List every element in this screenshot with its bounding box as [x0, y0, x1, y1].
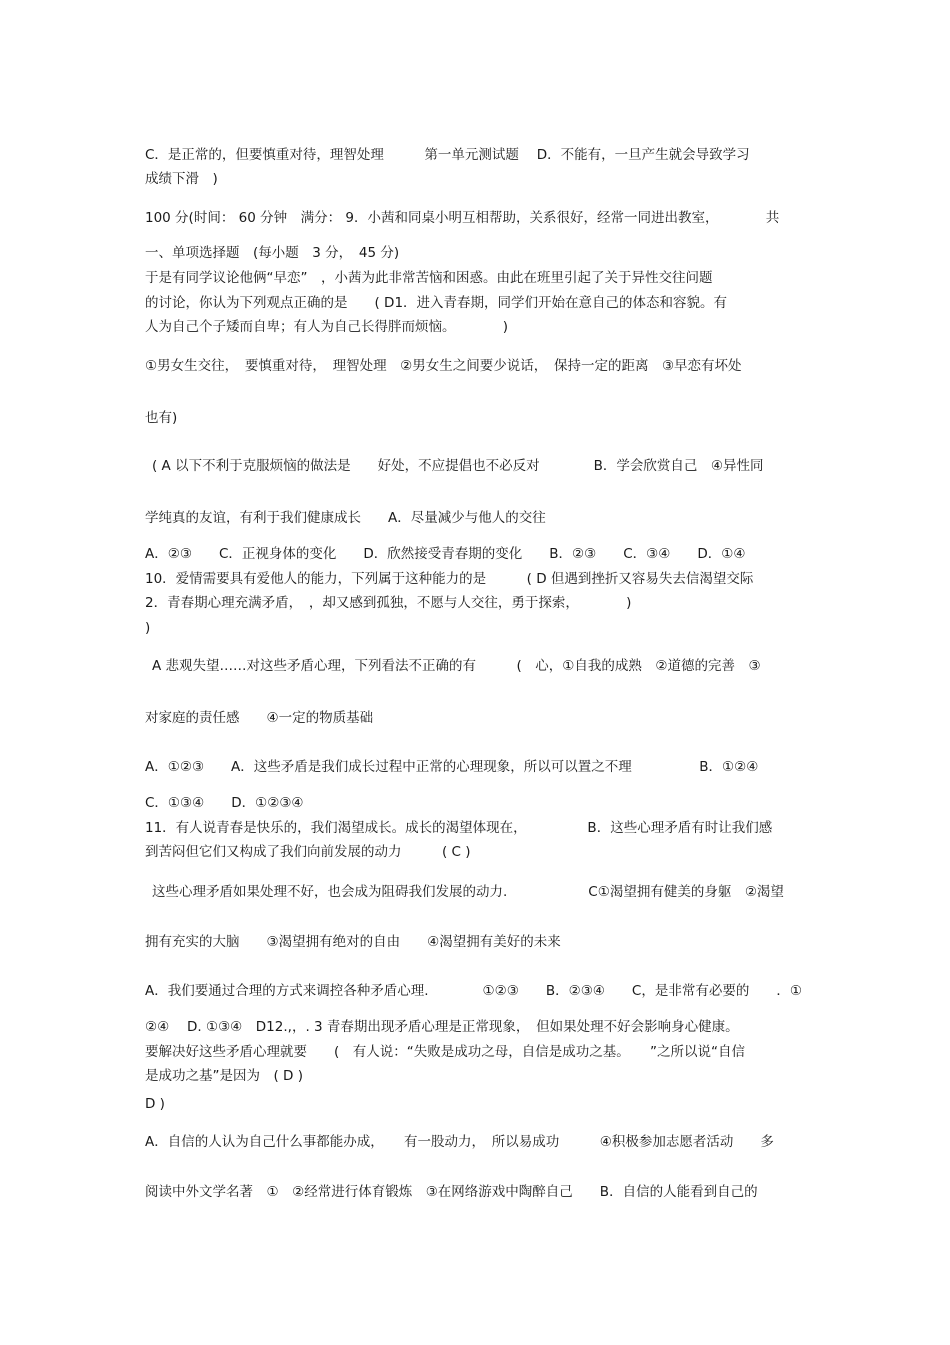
text-line: 于是有同学议论他俩“早恋” ，小茜为此非常苦恼和困惑。由此在班里引起了关于异性交往问题	[145, 270, 713, 286]
text-line: 对家庭的责任感 ④一定的物质基础	[145, 710, 374, 726]
text-line: 成绩下滑 )	[145, 171, 218, 187]
text-line: 学纯真的友谊，有利于我们健康成长 A．尽量减少与他人的交往	[145, 510, 546, 526]
text-line: A．我们要通过合理的方式来调控各种矛盾心理. ①②③ B．②③④ C，是非常有必要的 ．①	[145, 983, 802, 999]
text-line: 是成功之基”是因为 ( D )	[145, 1068, 304, 1084]
text-line: 的讨论，你认为下列观点正确的是 ( D1．进入青春期，同学们开始在意自己的体态和容貌。有	[145, 295, 728, 311]
text-line: A 悲观失望……对这些矛盾心理，下列看法不正确的有 ( 心，①自我的成熟 ②道德的完善 ③	[152, 658, 761, 674]
text-line: )	[145, 620, 151, 636]
text-line: 2．青春期心理充满矛盾， ，却又感到孤独，不愿与人交往，勇于探索， )	[145, 595, 632, 611]
text-line: 阅读中外文学名著 ① ②经常进行体育锻炼 ③在网络游戏中陶醉自己 B．自信的人能看到自己的	[145, 1184, 758, 1200]
text-line: 到苦闷但它们又构成了我们向前发展的动力 ( C )	[145, 844, 471, 860]
text-line: C．是正常的，但要慎重对待，理智处理 第一单元测试题 D．不能有，一旦产生就会导致学习	[145, 147, 750, 163]
text-line: 要解决好这些矛盾心理就要 ( 有人说：“失败是成功之母，自信是成功之基。 ”之所以说“自信	[145, 1044, 745, 1060]
text-line: A．自信的人认为自己什么事都能办成， 有一股动力， 所以易成功 ④积极参加志愿者活动 多	[145, 1134, 774, 1150]
text-line: D )	[145, 1096, 165, 1112]
text-line: ①男女生交往， 要慎重对待， 理智处理 ②男女生之间要少说话， 保持一定的距离 ③早恋有坏处	[145, 358, 742, 374]
text-line: 人为自己个子矮而自卑；有人为自己长得胖而烦恼。 )	[145, 319, 509, 335]
text-line: A．②③ C．正视身体的变化 D．欣然接受青春期的变化 B．②③ C．③④ D．①④	[145, 546, 746, 562]
text-line: A．①②③ A．这些矛盾是我们成长过程中正常的心理现象，所以可以置之不理 B．①②④	[145, 759, 759, 775]
text-line: 10．爱情需要具有爱他人的能力，下列属于这种能力的是 ( D 但遇到挫折又容易失去信渴望交际	[145, 571, 754, 587]
text-line: C．①③④ D．①②③④	[145, 795, 304, 811]
text-line: 11．有人说青春是快乐的，我们渴望成长。成长的渴望体现在， B．这些心理矛盾有时让我们感	[145, 820, 773, 836]
text-line: 也有)	[145, 410, 178, 426]
text-line: 这些心理矛盾如果处理不好，也会成为阻碍我们发展的动力. C①渴望拥有健美的身躯 ②渴望	[152, 884, 784, 900]
text-line: 一、单项选择题 (每小题 3 分， 45 分)	[145, 245, 400, 261]
text-line: ②④ D. ①③④ D12.,，. 3 青春期出现矛盾心理是正常现象， 但如果处理不好会影响身心健康。	[145, 1019, 739, 1035]
text-line: ( A 以下不利于克服烦恼的做法是 好处，不应提倡也不必反对 B．学会欣赏自己 ④异性同	[152, 458, 764, 474]
text-line: 100 分(时间： 60 分钟 满分： 9．小茜和同桌小明互相帮助，关系很好，经常一同进出教室， 共	[145, 210, 780, 226]
text-line: 拥有充实的大脑 ③渴望拥有绝对的自由 ④渴望拥有美好的未来	[145, 934, 561, 950]
